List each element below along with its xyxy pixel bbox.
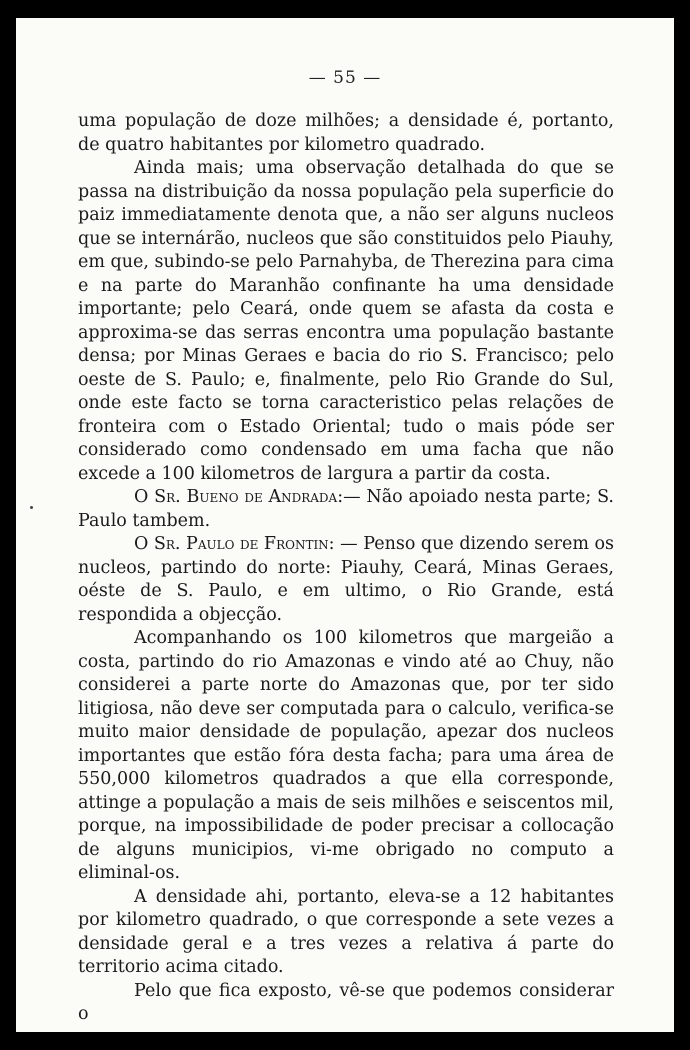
speech-text: — Não apoiado nesta parte; S. Paulo tambem. [78,487,614,531]
paragraph: Ainda mais; uma observação detalhada do que se passa na distribuição da nossa população pela superficie do paiz immediatamente denota que, a não ser alguns nucleos que se internárão, nucleos que são constituidos pelo Piauhy, em que, subindo-se pelo Parnahyba, de Therezina para cima e na parte do Maranhão confinante ha uma densidade importante; pelo Ceará, onde quem se afasta da costa e approxima-se das serras encontra uma população bastante densa; por Minas Geraes e bacia do rio S. Francisco; pelo oeste de S. Paulo; e, finalmente, pelo Rio Grande do Sul, onde este facto se torna caracteristico pelas relações de fronteira com o Estado Oriental; tudo o mais póde ser considerado como condensado em uma facha que não excede a 100 kilometros de largura a partir da costa. [78,158,614,484]
paragraph: Acompanhando os 100 kilometros que margeião a costa, partindo do rio Amazonas e vindo até ao Chuy, não considerei a parte norte do Amazonas que, por ter sido litigiosa, não deve ser computada para o calculo, verifica-se muito maior densidade de população, apezar dos nucleos importantes que estão fóra desta facha; para uma área de 550,000 kilometros quadrados a que ella corresponde, attinge a população a mais de seis milhões e seiscentos mil, porque, na impossibilidade de poder precisar a collocação de alguns municipios, vi-me obrigado no computo a eliminal-os. [78,628,614,883]
page-body [78,110,614,1027]
paragraph: Pelo que fica exposto, vê-se que podemos considerar o [78,980,614,1024]
ink-speck [30,506,33,509]
book-page [16,18,674,1032]
page-number: — 55 — [308,68,382,88]
speaker-name: O Sr. Paulo de Frontin: [134,534,335,554]
speech-text: — Penso que dizendo serem os nucleos, partindo do norte: Piauhy, Ceará, Minas Geraes, oéste de S. Paulo, e em ultimo, o Rio Grande, está respondida a objecção. [78,534,615,625]
paragraph: A densidade ahi, portanto, eleva-se a 12 habitantes por kilometro quadrado, o que corresponde a sete vezes a densidade geral e a tres vezes a relativa á parte do territorio acima citado. [78,886,614,977]
speech-interjection [78,486,614,533]
paragraph-continuation: uma população de doze milhões; a densidade é, portanto, de quatro habitantes por kilometro quadrado. [78,111,614,155]
speech-reply [78,533,614,627]
speaker-name: O Sr. Bueno de Andrada: [134,487,344,507]
